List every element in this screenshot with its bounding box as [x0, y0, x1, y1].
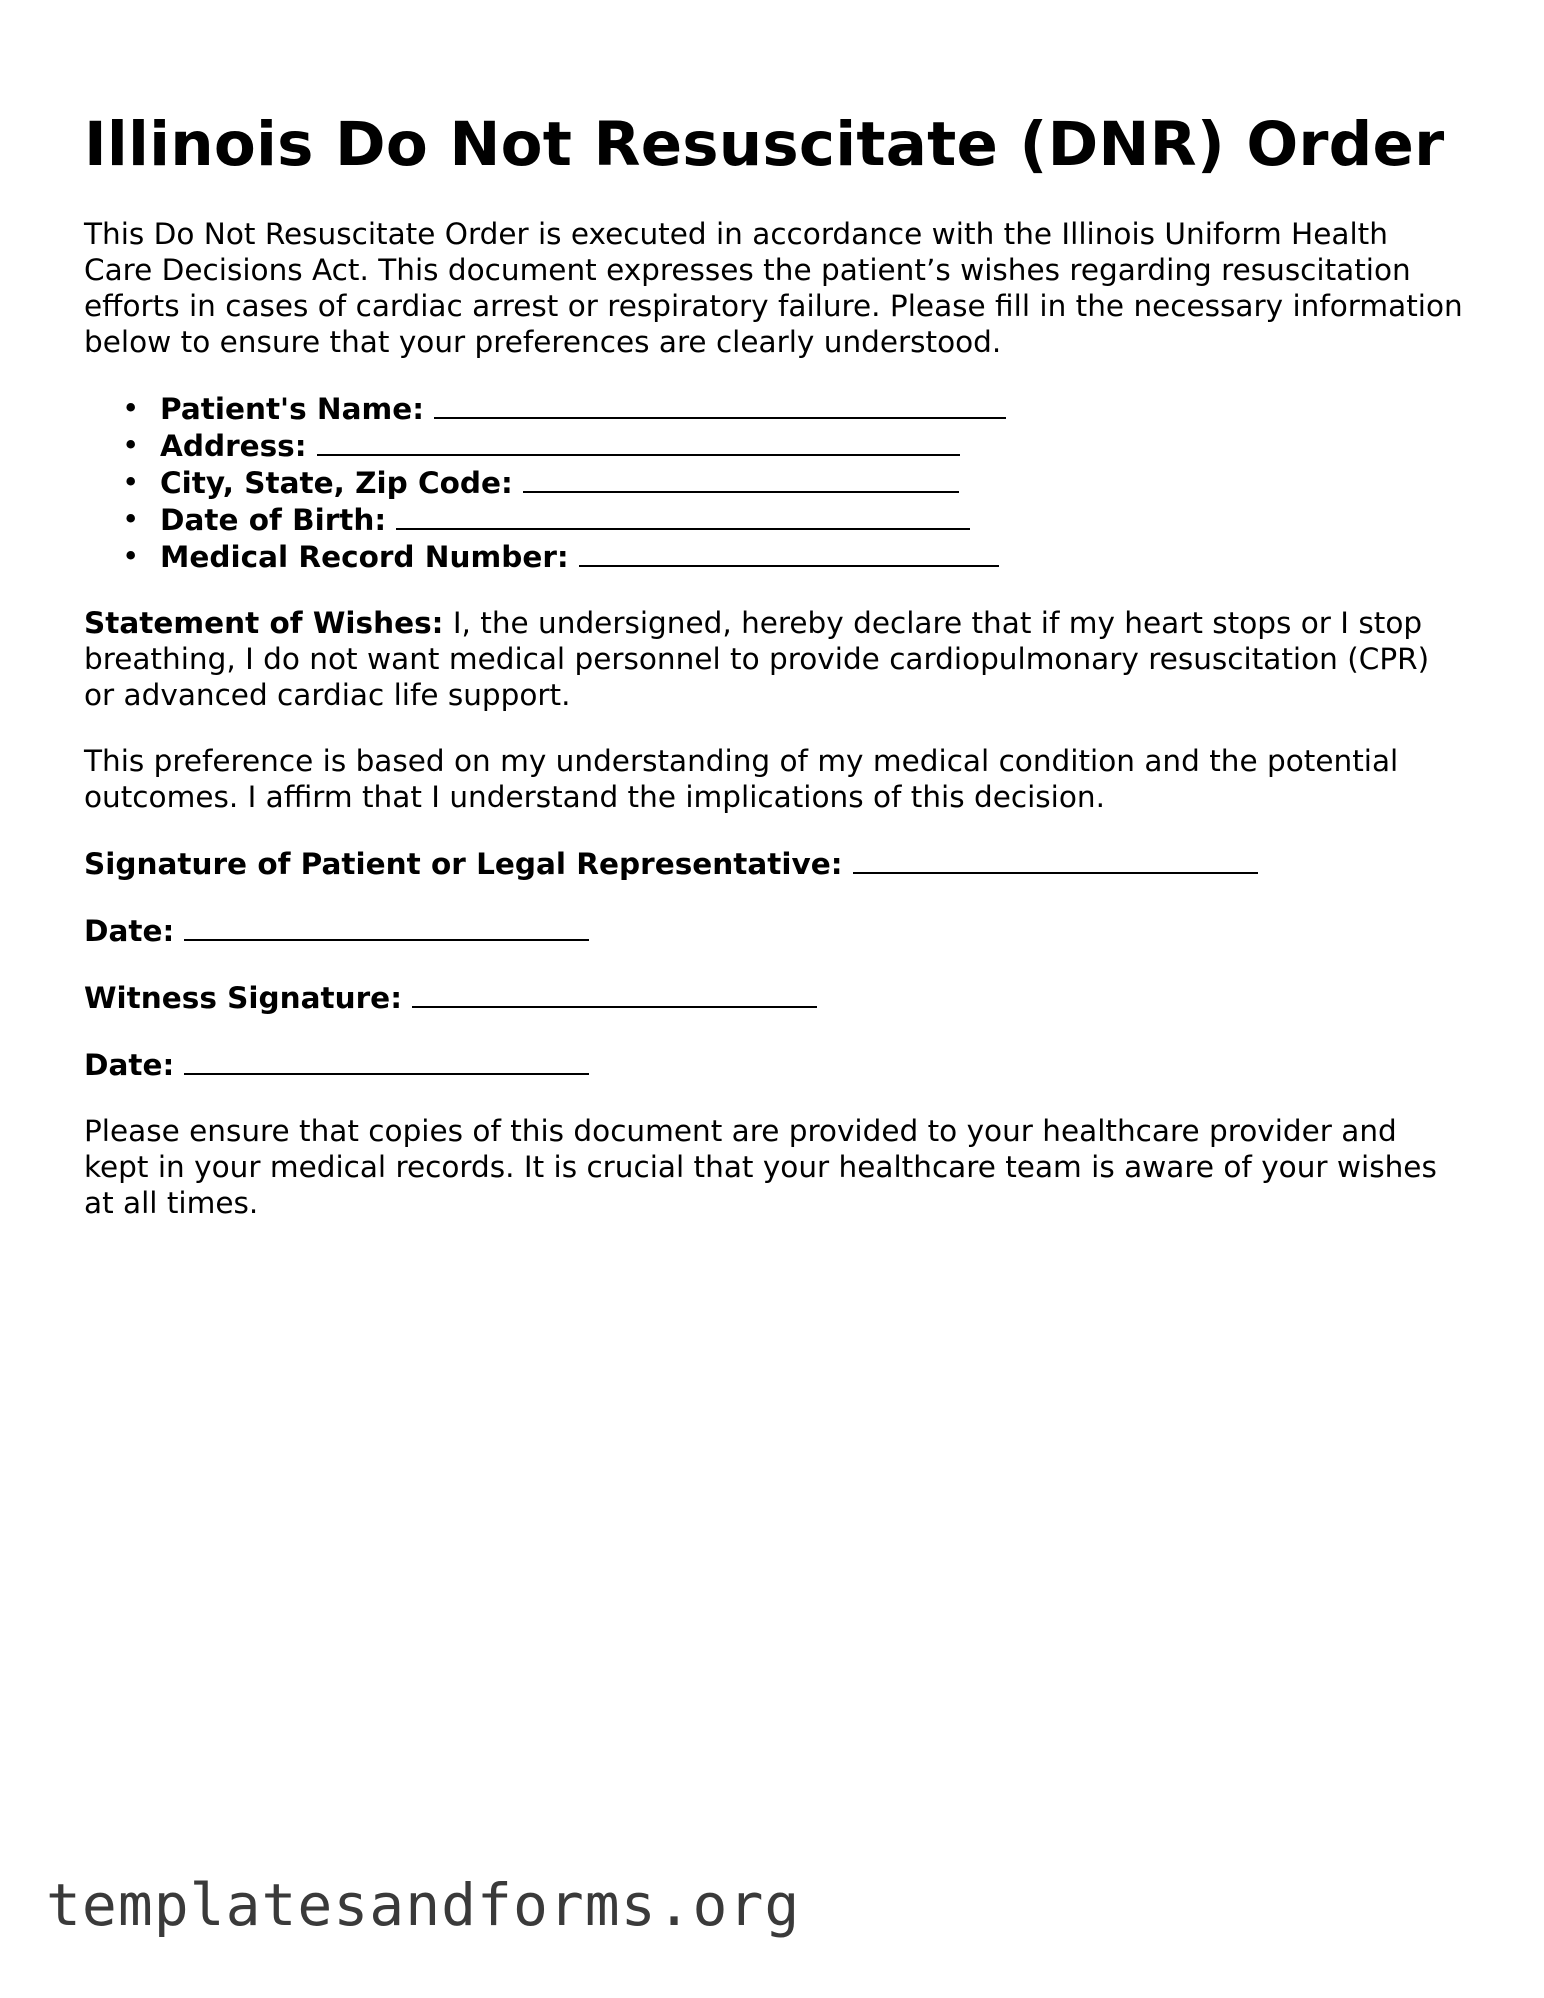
medical-record-number-field[interactable]: [579, 538, 999, 567]
patient-signature-field[interactable]: [853, 845, 1258, 874]
page-title: Illinois Do Not Resuscitate (DNR) Order: [84, 109, 1445, 180]
date-field-1[interactable]: [184, 912, 589, 941]
date-line-2: [84, 1046, 1464, 1083]
list-item-city-state-zip: [122, 464, 1464, 501]
date-line-1: [84, 912, 1464, 949]
address-field[interactable]: [317, 427, 960, 456]
date-of-birth-field[interactable]: [396, 501, 970, 530]
bullet-icon: •: [122, 502, 140, 536]
statement-text: I, the undersigned, hereby declare that if my heart stops or I stop breathing, I do not want medical personnel to provide cardiopulmonary resuscitation (CPR) or advanced cardiac life support.: [84, 606, 1430, 712]
city-state-zip-field[interactable]: [523, 464, 959, 493]
statement-label: Statement of Wishes:: [84, 606, 444, 640]
intro-paragraph: This Do Not Resuscitate Order is executed in accordance with the Illinois Uniform Health Care Decisions Act. This document expresses the patient’s wishes regarding resuscitation efforts in cases of cardiac arrest or respiratory failure. Please fill in the necessary information below to ensure that your preferences are clearly understood.: [84, 217, 1463, 359]
statement-of-wishes: [84, 605, 1464, 713]
field-label: Medical Record Number:: [160, 540, 569, 574]
signature-label: Signature of Patient or Legal Representative:: [84, 847, 843, 881]
patient-name-field[interactable]: [434, 390, 1006, 419]
date-field-2[interactable]: [184, 1046, 589, 1075]
bullet-icon: •: [122, 428, 140, 462]
bullet-icon: •: [122, 465, 140, 499]
list-item-medical-record-number: [122, 538, 1464, 575]
patient-signature-line: [84, 845, 1464, 882]
closing-paragraph: Please ensure that copies of this document are provided to your healthcare provider and kept in your medical records. It is crucial that your healthcare team is aware of your wishes at all times.: [84, 1114, 1437, 1220]
watermark: templatesandforms.org: [46, 1871, 801, 1939]
field-label: Date of Birth:: [160, 503, 387, 537]
field-label: Address:: [160, 429, 307, 463]
date-label: Date:: [84, 1048, 175, 1082]
list-item-patient-name: [122, 390, 1464, 427]
bullet-icon: •: [122, 391, 140, 425]
list-item-date-of-birth: [122, 501, 1464, 538]
witness-label: Witness Signature:: [84, 981, 402, 1015]
list-item-address: [122, 427, 1464, 464]
field-label: Patient's Name:: [160, 392, 425, 426]
patient-info-list: [84, 390, 1464, 575]
field-label: City, State, Zip Code:: [160, 466, 513, 500]
preference-paragraph: This preference is based on my understanding of my medical condition and the potential outcomes. I affirm that I understand the implications of this decision.: [84, 744, 1399, 814]
document-page: [84, 108, 1464, 1221]
witness-signature-line: [84, 979, 1464, 1016]
bullet-icon: •: [122, 539, 140, 573]
date-label: Date:: [84, 914, 175, 948]
witness-signature-field[interactable]: [412, 979, 817, 1008]
